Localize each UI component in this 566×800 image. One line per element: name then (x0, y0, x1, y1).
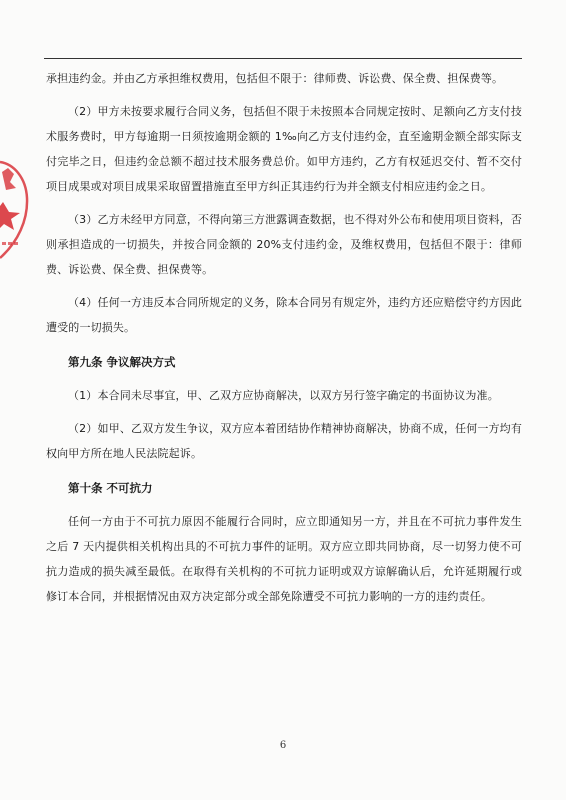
header-rule (44, 58, 522, 59)
clause-8-item-2: （2）甲方未按要求履行合同义务，包括但不限于未按照本合同规定按时、足额向乙方支付技术服务费时，甲方每逾期一日须按逾期金额的 1‰向乙方支付违约金，直至逾期金额全部实际支付完毕之日，但违约金总额不超过技术服务费总价。如甲方违约，乙方有权延迟交付、暂不交付项目成果或对项目成果采取留置措施直至甲方纠正其违约行为并全额支付相应违约金之日。 (46, 105, 522, 193)
clause-9-item-1: （1）本合同未尽事宜，甲、乙双方应协商解决，以双方另行签字确定的书面协议为准。 (68, 389, 499, 402)
clause-8-item-3: （3）乙方未经甲方同意，不得向第三方泄露调查数据，也不得对外公布和使用项目资料，否则承担造成的一切损失，并按合同金额的 20%支付违约金，及维权费用，包括但不限于：律师费、诉讼费、保全费、担保费等。 (46, 213, 522, 276)
clause-10-text: 任何一方由于不可抗力原因不能履行合同时，应立即通知另一方，并且在不可抗力事件发生之后 7 天内提供相关机构出具的不可抗力事件的证明。双方应立即共同协商，尽一切努力使不可抗力造成的损失减至最低。在取得有关机构的不可抗力证明或双方谅解确认后，允许延期履行或修订本合同，并根据情况由双方决定部分或全部免除遭受不可抗力影响的一方的违约责任。 (46, 515, 522, 603)
document-body (46, 66, 522, 617)
paragraph-continuation: 承担违约金。并由乙方承担维权费用，包括但不限于：律师费、诉讼费、保全费、担保费等。 (46, 72, 504, 85)
article-10-heading: 第十条 不可抗力 (68, 481, 153, 495)
clause-8-item-4: （4）任何一方违反本合同所规定的义务，除本合同另有规定外，违约方还应赔偿守约方因此遭受的一切损失。 (46, 296, 522, 334)
article-9-heading: 第九条 争议解决方式 (68, 355, 176, 369)
clause-9-item-2: （2）如甲、乙双方发生争议，双方应本着团结协作精神协商解决，协商不成，任何一方均有权向甲方所在地人民法院起诉。 (46, 422, 522, 460)
seal-stamp-icon (0, 158, 30, 268)
page-number: 6 (279, 740, 287, 751)
